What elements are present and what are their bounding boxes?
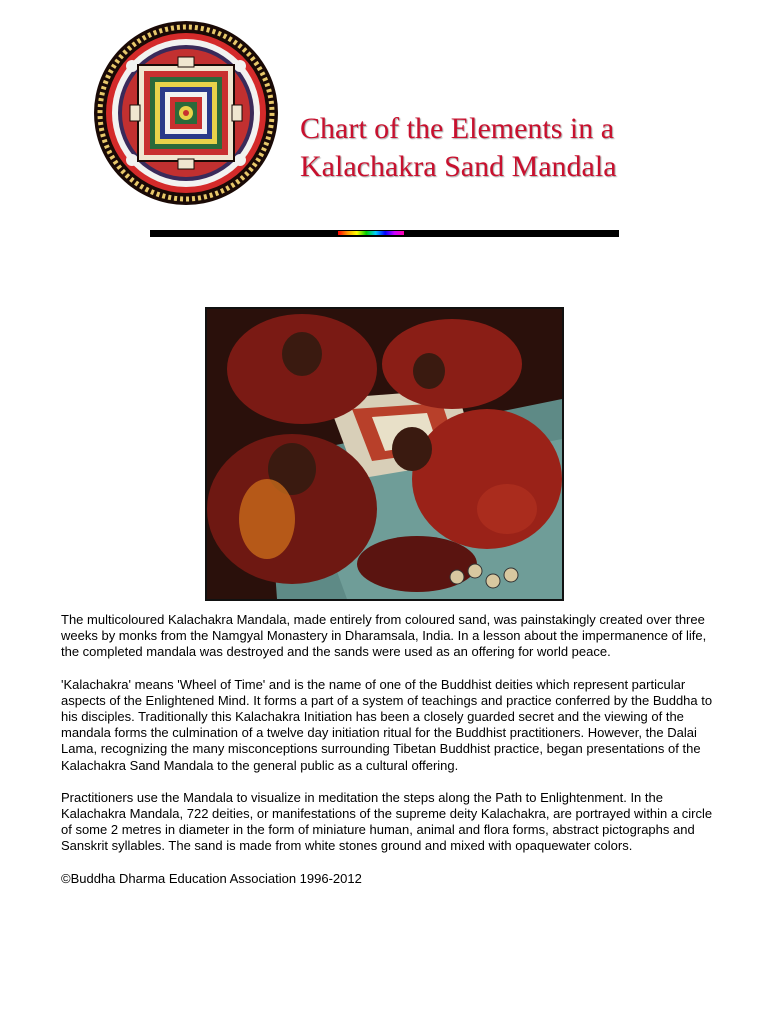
page-title-line-1: Chart of the Elements in a — [300, 112, 615, 146]
paragraph-meaning: 'Kalachakra' means 'Wheel of Time' and is the name of one of the Buddhist deities which represent particular aspects of the Enlightened Mind. It forms a part of a system of teachings and practice conferred by the Buddha to his disciples. Traditionally this Kalachakra Initiation has been a closely guarded secret and the viewing of the mandala forms the culmination of a twelve day initiation ritual for the Buddhist practitioners. However, the Dalai Lama, recognizing the many misconceptions surrounding Tibetan Buddhist practice, began presentations of the Kalachakra Sand Mandala to the general public as a cultural offering. — [61, 676, 713, 773]
page-title-line-2: Kalachakra Sand Mandala — [300, 150, 617, 184]
copyright-notice: ©Buddha Dharma Education Association 1996-2012 — [61, 870, 362, 886]
paragraph-practice: Practitioners use the Mandala to visualize in meditation the steps along the Path to Enlightenment. In the Kalachakra Mandala, 722 deities, or manifestations of the supreme deity Kalachakra, are portrayed within a circle of some 2 metres in diameter in the form of miniature human, animal and flora forms, abstract pictographs and Sanskrit syllables. The sand is made from white stones ground and mixed with opaquewater colors. — [61, 789, 713, 854]
divider-rainbow-accent — [338, 231, 404, 235]
paragraph-intro: The multicoloured Kalachakra Mandala, made entirely from coloured sand, was painstakingly created over three weeks by monks from the Namgyal Monastery in Dharamsala, India. In a lesson about the impermanence of life, the completed mandala was destroyed and the sands were used as an offering for world peace. — [61, 612, 707, 660]
monks-creating-mandala-photo — [205, 307, 564, 601]
page-title — [300, 110, 700, 186]
mandala-logo-image — [92, 18, 280, 208]
article-body — [61, 612, 721, 903]
